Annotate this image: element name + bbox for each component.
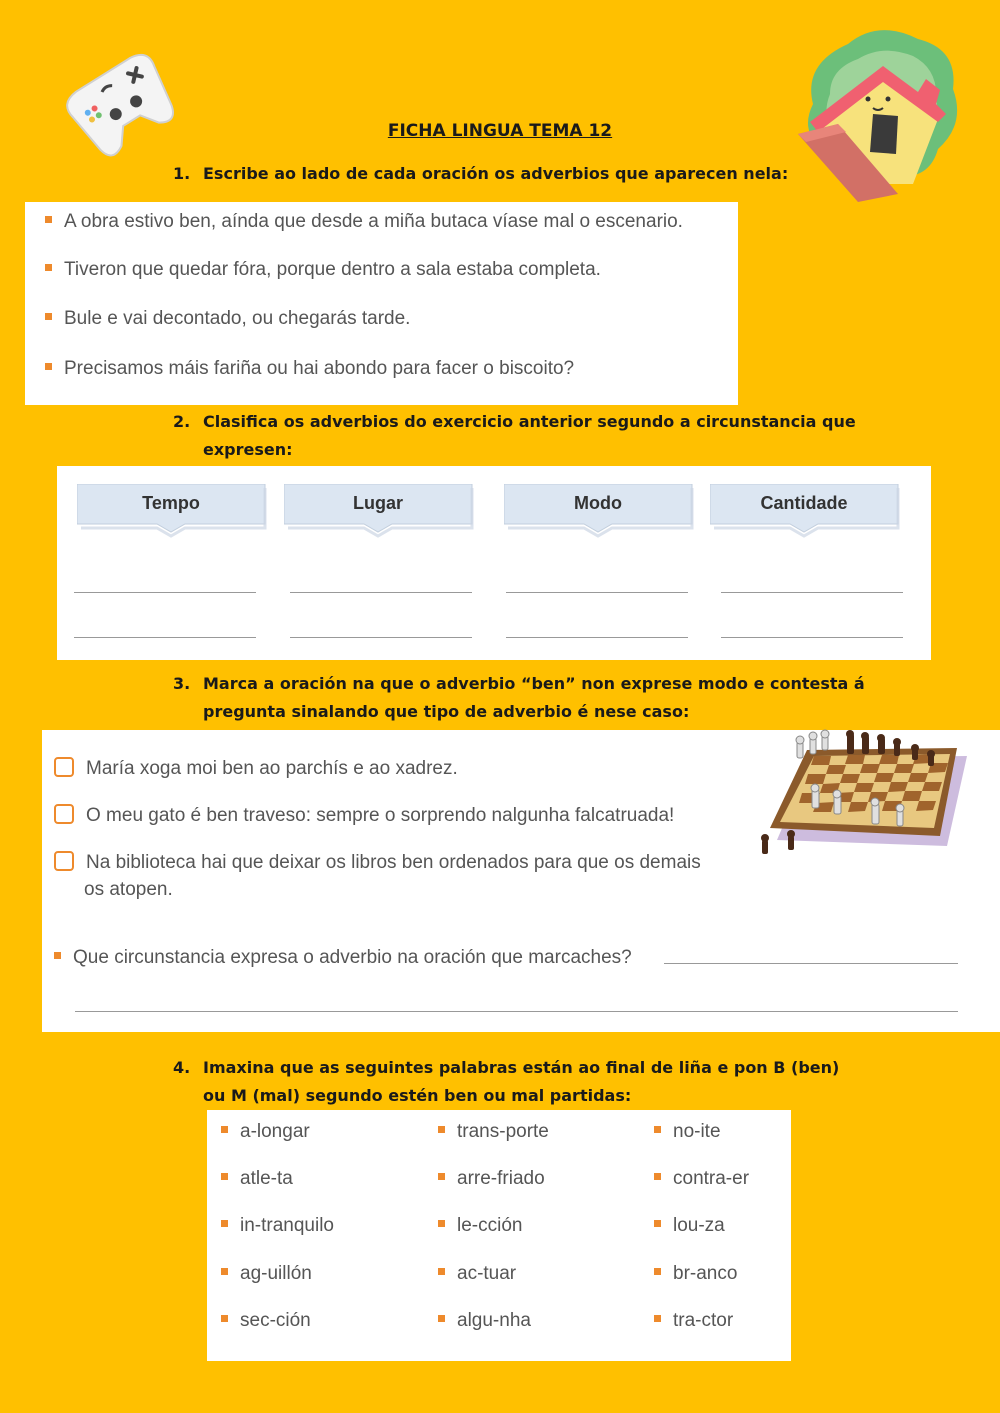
word-split-panel <box>207 1110 791 1361</box>
list-item: ag-uillón <box>221 1263 312 1285</box>
list-item: no-ite <box>654 1121 721 1143</box>
page-title: FICHA LINGUA TEMA 12 <box>387 121 613 141</box>
list-item: arre-friado <box>438 1168 545 1190</box>
bullet-icon <box>221 1315 228 1322</box>
question-4: 4. Imaxina que as seguintes palabras están ao final de liña e pon B (ben) ou M (mal) segundo estén ben ou mal partidas: <box>173 1054 839 1110</box>
bullet-icon <box>654 1268 661 1275</box>
list-item: tra-ctor <box>654 1310 733 1332</box>
column-header-lugar: Lugar <box>284 484 472 526</box>
column-header-modo: Modo <box>504 484 692 526</box>
bullet-icon <box>221 1126 228 1133</box>
answer-line[interactable] <box>74 637 256 638</box>
circumstance-question: Que circunstancia expresa o adverbio na oración que marcaches? <box>54 947 632 969</box>
list-item: Bule e vai decontado, ou chegarás tarde. <box>45 308 410 330</box>
list-item: in-tranquilo <box>221 1215 334 1237</box>
question-text: Escribe ao lado de cada oración os adverbios que aparecen nela: <box>203 164 789 183</box>
bullet-icon <box>45 363 52 370</box>
checkbox[interactable] <box>54 757 74 777</box>
bullet-icon <box>654 1220 661 1227</box>
bullet-icon <box>438 1268 445 1275</box>
bullet-icon <box>654 1173 661 1180</box>
list-item: algu-nha <box>438 1310 531 1332</box>
answer-line[interactable] <box>721 637 903 638</box>
question-number: 2. <box>173 412 191 431</box>
list-item: contra-er <box>654 1168 749 1190</box>
list-item: A obra estivo ben, aínda que desde a miña butaca víase mal o escenario. <box>45 211 683 233</box>
answer-line[interactable] <box>74 592 256 593</box>
classification-table <box>57 466 931 660</box>
house-tree-icon <box>788 24 963 204</box>
checkbox-panel <box>42 730 1000 1032</box>
answer-line[interactable] <box>664 963 958 964</box>
question-1 <box>173 160 788 188</box>
bullet-icon <box>54 952 61 959</box>
answer-line[interactable] <box>506 592 688 593</box>
bullet-icon <box>221 1173 228 1180</box>
answer-line[interactable] <box>721 592 903 593</box>
bullet-icon <box>654 1315 661 1322</box>
list-item: Tiveron que quedar fóra, porque dentro a sala estaba completa. <box>45 259 601 281</box>
bullet-icon <box>221 1268 228 1275</box>
list-item: a-longar <box>221 1121 310 1143</box>
option-3-continuation: os atopen. <box>84 879 173 900</box>
answer-line[interactable] <box>75 1011 958 1012</box>
checkbox[interactable] <box>54 804 74 824</box>
column-header-cantidade: Cantidade <box>710 484 898 526</box>
answer-line[interactable] <box>506 637 688 638</box>
list-item: trans-porte <box>438 1121 549 1143</box>
gamepad-icon <box>50 32 190 172</box>
bullet-icon <box>438 1173 445 1180</box>
chessboard-icon <box>752 728 982 868</box>
bullet-icon <box>45 313 52 320</box>
list-item: le-cción <box>438 1215 522 1237</box>
list-item: Precisamos máis fariña ou hai abondo para facer o biscoito? <box>45 358 574 380</box>
list-item: lou-za <box>654 1215 725 1237</box>
answer-line[interactable] <box>290 637 472 638</box>
checkbox[interactable] <box>54 851 74 871</box>
list-item: sec-ción <box>221 1310 311 1332</box>
question-number: 3. <box>173 674 191 693</box>
list-item: ac-tuar <box>438 1263 516 1285</box>
option-2: O meu gato é ben traveso: sempre o sorprendo nalgunha falcatruada! <box>54 805 674 827</box>
question-2: 2. Clasifica os adverbios do exercicio anterior segundo a circunstancia que expresen: <box>173 408 856 464</box>
bullet-icon <box>654 1126 661 1133</box>
list-item: atle-ta <box>221 1168 293 1190</box>
bullet-icon <box>221 1220 228 1227</box>
answer-line[interactable] <box>290 592 472 593</box>
option-3: Na biblioteca hai que deixar os libros ben ordenados para que os demais <box>54 852 701 874</box>
question-number: 1. <box>173 164 191 183</box>
question-3: 3. Marca a oración na que o adverbio “ben” non exprese modo e contesta á pregunta sinalando que tipo de adverbio é nese caso: <box>173 670 865 726</box>
sentences-panel <box>25 202 738 405</box>
bullet-icon <box>45 264 52 271</box>
list-item: br-anco <box>654 1263 737 1285</box>
bullet-icon <box>45 216 52 223</box>
bullet-icon <box>438 1315 445 1322</box>
question-number: 4. <box>173 1058 191 1077</box>
bullet-icon <box>438 1220 445 1227</box>
option-1: María xoga moi ben ao parchís e ao xadrez. <box>54 758 458 780</box>
bullet-icon <box>438 1126 445 1133</box>
column-header-tempo: Tempo <box>77 484 265 526</box>
